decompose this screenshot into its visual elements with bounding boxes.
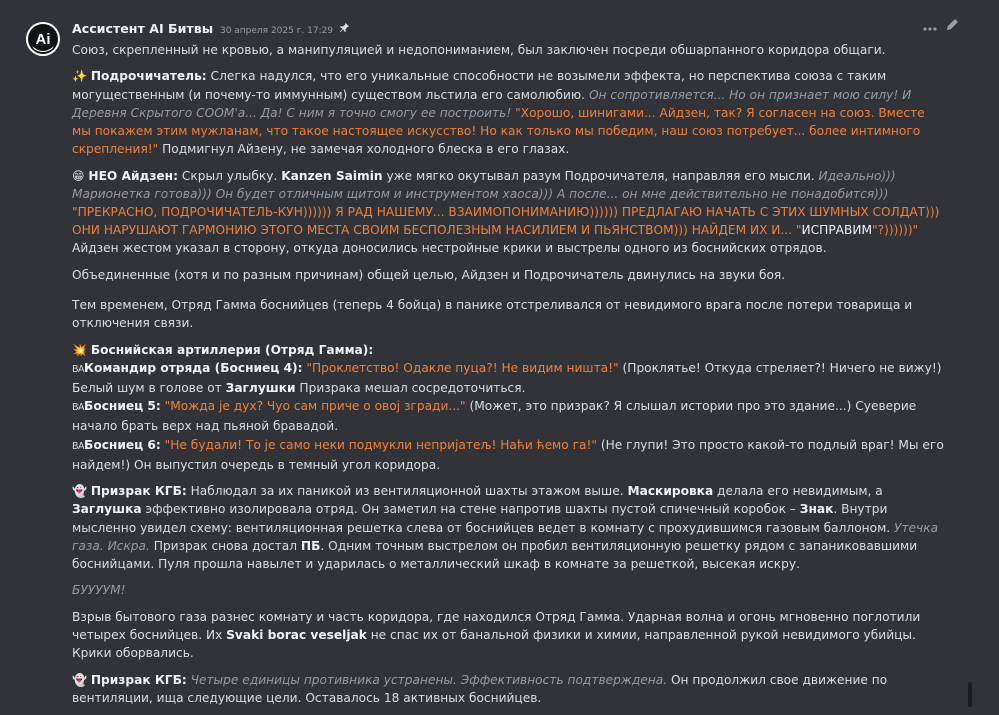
author-name[interactable]: Ассистент AI Битвы	[72, 21, 214, 36]
speech-word: ИСПРАВИМ	[801, 223, 873, 238]
narration: Призрак снова достал	[149, 538, 301, 553]
speaker-name: Подрочичатель:	[90, 69, 207, 84]
narration: Наблюдал за их паникой из вентиляционной шахты этажом выше.	[186, 484, 628, 499]
edit-pencil-icon[interactable]	[946, 18, 959, 36]
ability-name: Маскировка	[627, 484, 714, 499]
speaker-name: НЕО Айдзен:	[88, 168, 178, 183]
explosion-emoji: 💥	[72, 342, 87, 357]
boom-text: БУУУУМ!	[72, 583, 126, 598]
paragraph-ghost-final	[72, 671, 944, 707]
speech: "Можда је дух? Чуо сам приче о овој згради..."	[160, 399, 466, 414]
ability-name: Заглушка	[72, 502, 142, 517]
ghost-emoji: 👻	[72, 484, 87, 499]
message-timestamp: 30 апреля 2025 г. 17:29	[219, 26, 334, 36]
narration: (Проклятье! Откуда стреляет?! Ничего не вижу!) Белый шум в голове от	[72, 360, 942, 395]
artillery-line-commander	[72, 359, 944, 397]
flag-icon: BA	[72, 363, 85, 375]
inner-thought: Он сопротивляется... Но он признает мою силу! И Деревня Скрытого COOM'а... Да! С ним я точно смогу ее построить!	[72, 87, 912, 120]
speaker-name: Командир отряда (Босниец 4):	[84, 360, 303, 375]
narration: Подмигнул Айзену, не замечая холодного блеска в его глазах.	[158, 142, 570, 157]
speaker-name: Призрак КГБ:	[90, 484, 187, 499]
paragraph-united: Объединенные (хотя и по разным причинам) общей целью, Айдзен и Подрочичатель двинулись на звуки боя.	[72, 267, 786, 282]
message-content	[72, 41, 944, 715]
narration: . Внутри мысленно увидел схему: вентиляционная решетка слева от боснийцев ведет в комнату с прохудившимся газовым баллоном.	[72, 502, 895, 535]
ghost-emoji: 👻	[72, 672, 87, 687]
ability-name: Заглушки	[225, 381, 296, 395]
speaker-name: Босниец 5:	[84, 399, 161, 414]
weapon-name: ПБ	[300, 538, 321, 553]
narration: . Одним точным выстрелом он пробил вентиляционную решетку рядом с запаниковавшими боснийцами. Пуля прошла навылет и ударилась о металлический шкаф в комнате за решеткой, высекая искру.	[72, 538, 918, 572]
speaker-name: Призрак КГБ:	[90, 672, 187, 687]
bot-avatar[interactable]	[26, 22, 60, 56]
narration: Призрака мешал сосредоточиться.	[295, 381, 526, 395]
narration: Айдзен жестом указал в сторону, откуда доносились нестройные крики и выстрелы одного из боснийских отрядов.	[72, 241, 827, 256]
message-actions	[923, 18, 959, 36]
ability-name: Kanzen Saimin	[281, 168, 383, 183]
message-header	[72, 20, 350, 40]
flag-icon: BA	[72, 402, 85, 414]
speech: "Проклетство! Одакле пуца?! Не видим ништа!"	[302, 360, 619, 375]
sparkles-emoji: ✨	[72, 69, 87, 84]
speaker-name: Босниец 6:	[84, 437, 161, 452]
narration: Слегка надулся, что его уникальные способности не возымели эффекта, но перспектива союза с таким могущественным (и почему-то иммунным) существом льстила его самолюбию.	[72, 69, 887, 102]
speech: "ПРЕКРАСНО, ПОДРОЧИЧАТЕЛЬ-КУН)))))) Я РАД НАШЕМУ... ВЗАИМОПОНИМАНИЮ)))))) ПРЕДЛАГАЮ НАЧАТЬ С ЭТИХ ШУМНЫХ СОЛДАТ))) ОНИ НАРУШАЮТ ГАРМОНИЮ ЭТОГО МЕСТА СВОИМ БЕСПОЛЕЗНЫМ НАСИЛИЕМ И ПЬЯНСТВОМ))) НАЙДЕМ ИХ И... "	[72, 205, 940, 238]
narration: Скрыл улыбку.	[177, 168, 282, 183]
paragraph-podrochichatel	[72, 67, 944, 158]
avatar-text: Ai	[35, 31, 51, 48]
inner-thought: Утечка газа. Искра.	[72, 520, 939, 553]
ai-logo-icon	[26, 22, 60, 56]
narration: (Может, это призрак? Я слышал истории про это здание...) Суеверие начало брать верх над пьяной бравадой.	[72, 399, 917, 434]
speech: "Не будали! То је само неки подмукли непријатељ! Наћи ћемо га!"	[160, 437, 597, 452]
speech: "Хорошо, шинигами... Айдзен, так? Я согласен на союз. Вместе мы покажем этим мужланам, что такое настоящее искусство! Но как только мы победим, наш союз потребует... более интимного скрепления!"	[72, 105, 925, 157]
grin-emoji: 😁	[72, 168, 85, 183]
paragraph-intro: Союз, скрепленный не кровью, а манипуляцией и недопониманием, был заключен посреди обшарпанного коридора общаги.	[72, 43, 886, 57]
section-title: Боснийская артиллерия (Отряд Гамма):	[90, 342, 374, 357]
narration: эффективно изолировала отряд. Он заметил на стене напротив шахты пустой спичечный коробок –	[141, 502, 800, 517]
flag-icon: BA	[72, 440, 85, 452]
narration: (Не глупи! Это просто какой-то подлый враг! Мы его найдем!) Он выпустил очередь в темный угол коридора.	[72, 437, 944, 472]
inner-thought: Четыре единицы противника устранены. Эффективность подтверждена.	[186, 672, 668, 687]
ability-name: Svaki borac veseljak	[226, 628, 367, 642]
narration: уже мягко окутывал разум Подрочичателя, направляя его мысли.	[382, 168, 819, 183]
artillery-line-bosnian5	[72, 397, 944, 435]
ability-name: Знак	[799, 502, 834, 517]
paragraph-meanwhile: Тем временем, Отряд Гамма боснийцев (теперь 4 бойца) в панике отстреливался от невидимого врага после потери товарища и отключения связи.	[72, 298, 913, 331]
pin-icon	[339, 20, 350, 38]
more-options-icon[interactable]	[923, 18, 937, 36]
narration: не спас их от банальной физики и химии, направленной рукой невидимого убийцы. Крики оборвались.	[72, 628, 916, 661]
paragraph-explosion	[72, 608, 944, 663]
paragraph-ghost	[72, 482, 944, 573]
narration: Он продолжил свое движение по вентиляции, ища следующие цели. Оставалось 18 активных боснийцев.	[72, 672, 888, 705]
inner-thought: Идеально))) Марионетка готова))) Он будет отличным щитом и инструментом хаоса))) А после... он мне действительно не понадобится)))	[72, 168, 896, 201]
artillery-line-bosnian6	[72, 436, 944, 474]
speech: "?))))))"	[872, 223, 919, 238]
narration: делала его невидимым, а	[713, 484, 883, 499]
narration: Взрыв бытового газа разнес комнату и часть коридора, где находился Отряд Гамма. Ударная волна и огонь мгновенно поглотили четырех боснийцев. Их	[72, 609, 921, 642]
artillery-heading	[72, 341, 944, 359]
paragraph-aizen	[72, 167, 944, 258]
scrollbar-thumb[interactable]	[968, 682, 972, 707]
